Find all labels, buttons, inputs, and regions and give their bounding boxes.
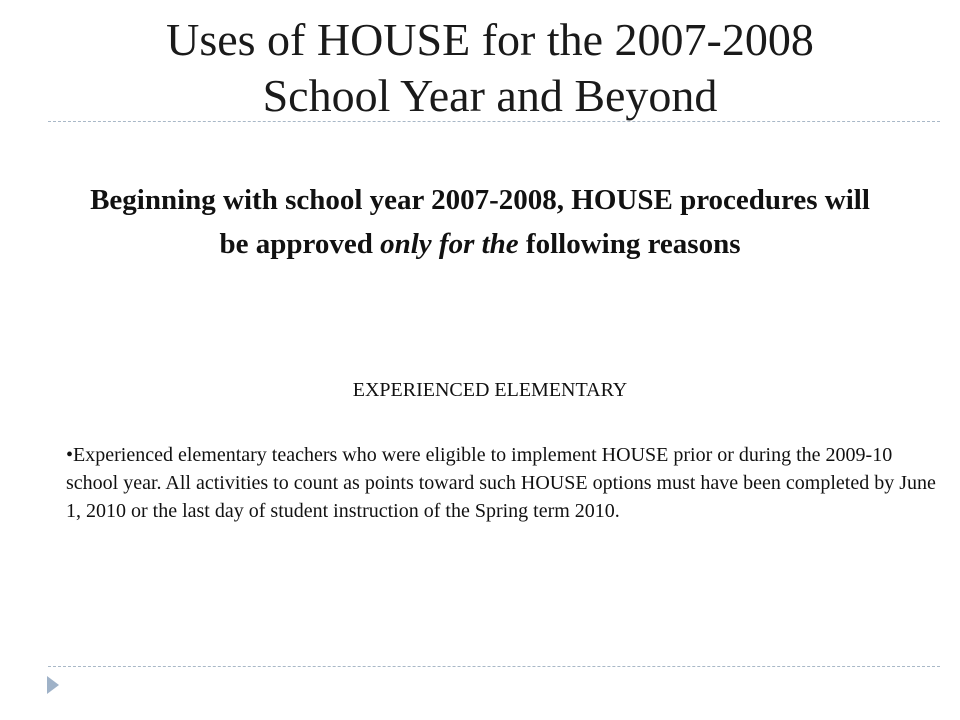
- subtitle-italic-text: only for the: [380, 228, 519, 260]
- bullet-marker: •: [66, 444, 74, 466]
- title-line-2: School Year and Beyond: [262, 70, 718, 121]
- subtitle-text: Beginning with school year 2007-2008, HOUSE procedures will be approved: [90, 184, 870, 260]
- title-line-1: Uses of HOUSE for the 2007-2008: [166, 14, 814, 65]
- bullet-item: [66, 441, 936, 525]
- slide-title: [60, 12, 920, 124]
- subtitle-text-end: following reasons: [518, 228, 741, 260]
- bullet-text: Experienced elementary teachers who were eligible to implement HOUSE prior or during the 2009-10 school year. All activities to count as points toward such HOUSE options must have been completed by June 1, 2010 or the last day of student instruction of the Spring term 2010.: [66, 444, 936, 522]
- triangle-right-icon: [47, 676, 59, 694]
- title-divider: [48, 121, 940, 122]
- slide-subtitle: [80, 178, 880, 266]
- footer-divider: [48, 666, 940, 667]
- section-heading: EXPERIENCED ELEMENTARY: [352, 379, 628, 401]
